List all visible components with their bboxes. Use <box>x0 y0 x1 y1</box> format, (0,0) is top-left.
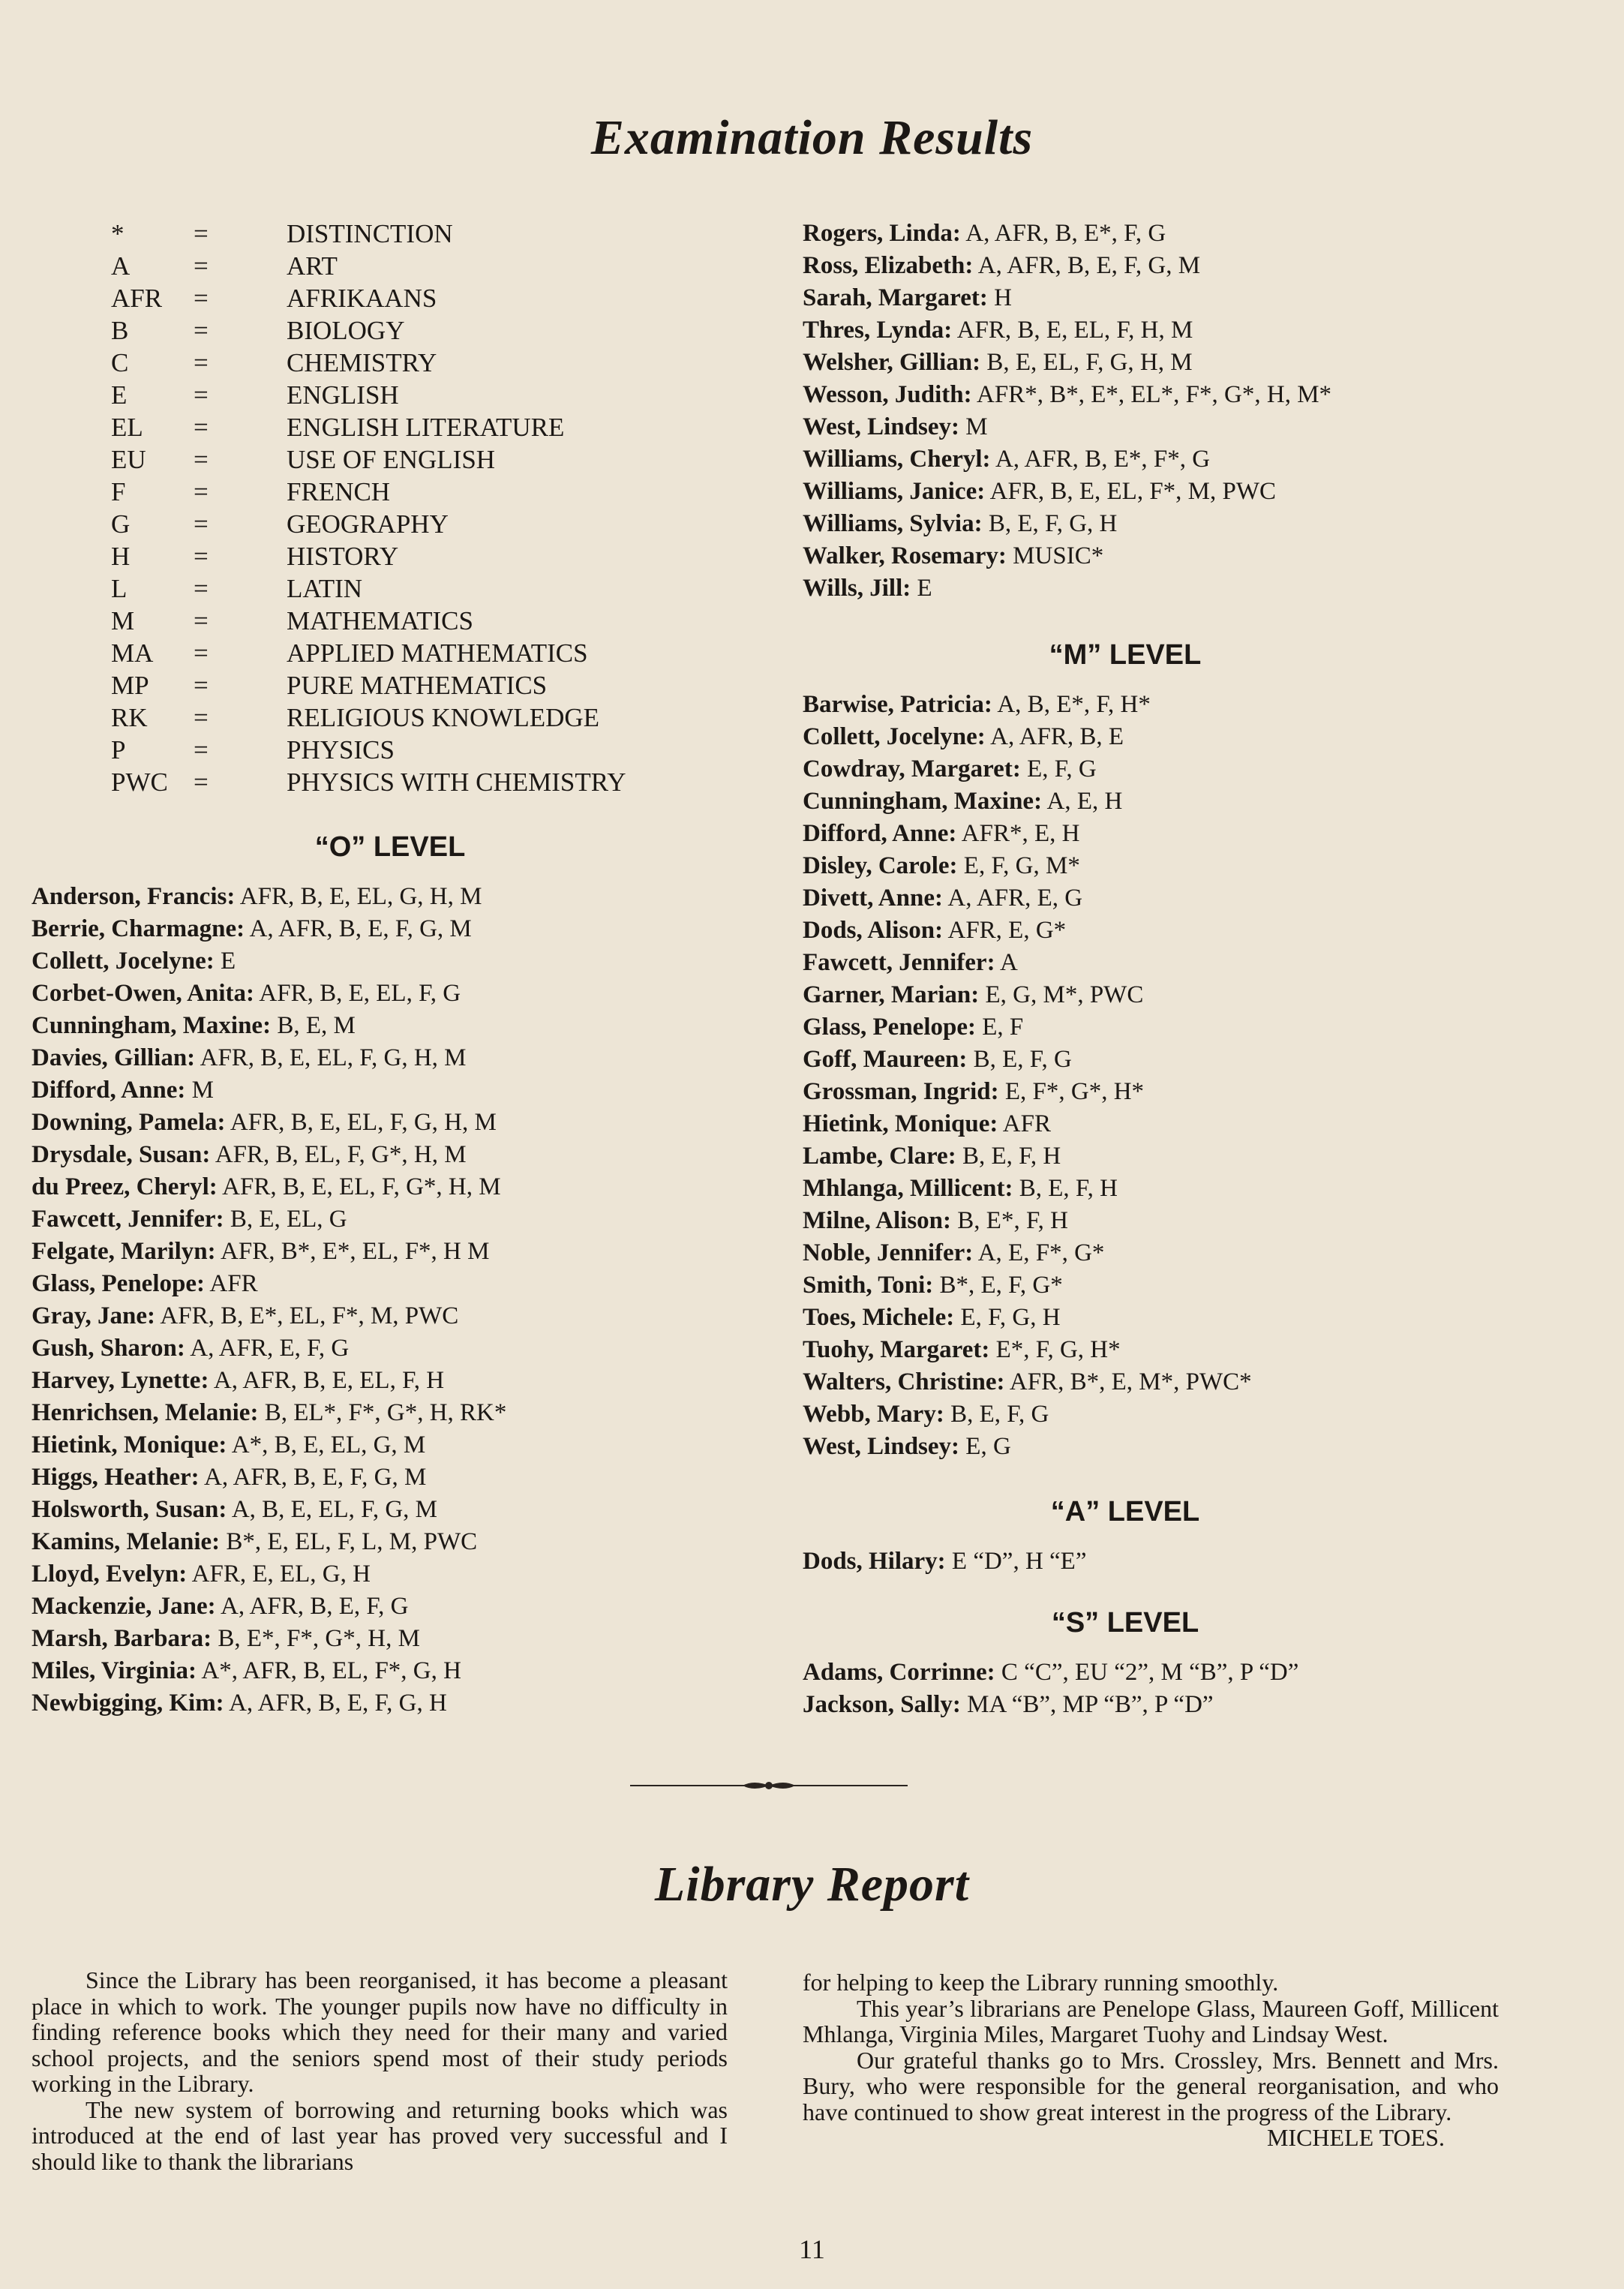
student-name: West, Lindsey: <box>803 1433 960 1460</box>
key-subject-name: ENGLISH <box>287 380 399 410</box>
key-abbreviation: * <box>111 219 125 248</box>
key-subject-name: AFRIKAANS <box>287 284 437 313</box>
result-line <box>32 1300 506 1332</box>
student-subjects: AFR*, E, H <box>956 820 1080 847</box>
student-name: Higgs, Heather: <box>32 1464 200 1491</box>
student-name: Welsher, Gillian: <box>803 349 981 376</box>
library-paragraph: The new system of borrowing and returning books which was introduced at the end of last year has proved very successful and I should like to thank the librarians <box>32 2095 728 2175</box>
library-title: Library Report <box>654 1857 970 1912</box>
student-name: Collett, Jocelyne: <box>803 723 986 750</box>
student-subjects: A, AFR, B, E <box>985 723 1124 750</box>
key-abbreviation: EL <box>111 413 143 442</box>
student-name: Walker, Rosemary: <box>803 542 1007 569</box>
student-name: Divett, Anne: <box>803 885 943 912</box>
exam-title: Examination Results <box>590 110 1034 165</box>
student-name: Drysdale, Susan: <box>32 1141 211 1168</box>
student-name: Hietink, Monique: <box>32 1431 227 1458</box>
student-subjects: E, F, G, M* <box>957 852 1080 879</box>
student-subjects: B, E, F, H <box>1013 1175 1118 1202</box>
key-equals: = <box>194 477 209 506</box>
result-line <box>32 1268 506 1300</box>
result-line <box>32 945 506 978</box>
student-subjects: MA “B”, MP “B”, P “D” <box>960 1691 1214 1718</box>
key-row <box>111 443 626 476</box>
key-equals: = <box>194 413 209 442</box>
o-level-results <box>32 881 506 1720</box>
key-row <box>111 314 626 347</box>
key-equals: = <box>194 445 209 474</box>
result-line <box>803 1302 1252 1334</box>
student-name: Williams, Janice: <box>803 478 986 505</box>
student-name: Davies, Gillian: <box>32 1044 196 1071</box>
student-name: Henrichsen, Melanie: <box>32 1399 259 1426</box>
result-line <box>32 1687 506 1720</box>
result-line <box>32 913 506 945</box>
student-subjects: E, F, G <box>1020 755 1097 783</box>
student-subjects: M <box>185 1077 214 1104</box>
key-subject-name: APPLIED MATHEMATICS <box>287 638 588 668</box>
result-line <box>32 1397 506 1429</box>
student-subjects: A <box>995 949 1018 976</box>
result-line <box>32 1171 506 1203</box>
a-level-results <box>803 1546 1087 1578</box>
student-name: Corbet-Owen, Anita: <box>32 980 254 1007</box>
student-name: Cunningham, Maxine: <box>803 788 1043 815</box>
key-subject-name: PHYSICS WITH CHEMISTRY <box>287 768 626 797</box>
result-line <box>803 1334 1252 1366</box>
student-name: Holsworth, Susan: <box>32 1496 227 1523</box>
student-subjects: E, G, M*, PWC <box>979 981 1144 1008</box>
result-line <box>803 1269 1252 1302</box>
key-subject-name: RELIGIOUS KNOWLEDGE <box>287 703 600 732</box>
library-paragraph: Since the Library has been reorganised, it has become a pleasant place in which to work. The younger pupils now have no difficulty in finding reference books which they need for their many and varied school projects, and the seniors spend most of their study periods working in the Library. <box>32 1966 728 2097</box>
student-name: Webb, Mary: <box>803 1401 944 1428</box>
result-line <box>32 1010 506 1042</box>
key-equals: = <box>194 348 209 377</box>
key-abbreviation: A <box>111 251 131 281</box>
student-name: Noble, Jennifer: <box>803 1239 974 1266</box>
result-line <box>803 1546 1087 1578</box>
key-equals: = <box>194 316 209 345</box>
result-line <box>803 1366 1252 1398</box>
result-line <box>803 1011 1252 1044</box>
result-line <box>32 1042 506 1074</box>
student-name: Mackenzie, Jane: <box>32 1593 216 1620</box>
key-abbreviation: M <box>111 606 135 635</box>
key-subject-name: ART <box>287 251 338 281</box>
student-name: Dods, Hilary: <box>803 1548 946 1575</box>
student-subjects: B*, E, EL, F, L, M, PWC <box>220 1528 478 1555</box>
student-subjects: B, E, M <box>271 1012 356 1039</box>
result-line <box>803 1237 1252 1269</box>
result-line <box>803 540 1331 572</box>
student-name: Garner, Marian: <box>803 981 980 1008</box>
student-name: du Preez, Cheryl: <box>32 1173 218 1200</box>
student-name: Felgate, Marilyn: <box>32 1238 216 1265</box>
student-subjects: B, E, F, G <box>944 1401 1049 1428</box>
student-name: Tuohy, Margaret: <box>803 1336 990 1363</box>
student-subjects: B, E*, F, H <box>951 1207 1068 1234</box>
student-name: Williams, Sylvia: <box>803 510 983 537</box>
result-line <box>32 1365 506 1397</box>
student-name: Wesson, Judith: <box>803 381 972 408</box>
student-subjects: B, E*, F*, G*, H, M <box>212 1625 420 1652</box>
student-subjects: A, AFR, B, E, F, G, M <box>973 252 1201 279</box>
student-name: Ross, Elizabeth: <box>803 252 974 279</box>
student-name: Hietink, Monique: <box>803 1110 998 1137</box>
student-subjects: A, AFR, B, E, F, G, M <box>199 1464 427 1491</box>
key-abbreviation: PWC <box>111 768 168 797</box>
student-subjects: AFR, B, E, EL, F, G, H, M <box>225 1109 497 1136</box>
key-abbreviation: L <box>111 574 128 603</box>
result-line <box>803 882 1252 915</box>
student-subjects: B, E, EL, G <box>224 1206 347 1233</box>
key-equals: = <box>194 671 209 700</box>
student-subjects: B, E, F, G <box>967 1046 1072 1073</box>
student-name: Lloyd, Evelyn: <box>32 1561 188 1588</box>
ornamental-divider <box>630 1778 908 1793</box>
student-name: Sarah, Margaret: <box>803 284 988 311</box>
student-name: Kamins, Melanie: <box>32 1528 221 1555</box>
key-abbreviation: G <box>111 509 131 539</box>
result-line <box>32 1558 506 1591</box>
key-row <box>111 476 626 508</box>
student-name: Fawcett, Jennifer: <box>32 1206 224 1233</box>
student-name: Marsh, Barbara: <box>32 1625 212 1652</box>
student-name: Jackson, Sally: <box>803 1691 961 1718</box>
result-line <box>803 508 1331 540</box>
student-name: Lambe, Clare: <box>803 1143 956 1170</box>
key-row <box>111 572 626 605</box>
result-line <box>32 1526 506 1558</box>
key-equals: = <box>194 703 209 732</box>
result-line <box>32 1591 506 1623</box>
key-abbreviation: P <box>111 735 126 765</box>
key-equals: = <box>194 542 209 571</box>
student-name: Wills, Jill: <box>803 575 911 602</box>
key-abbreviation: C <box>111 348 129 377</box>
student-subjects: AFR, B, E, EL, F, G <box>254 980 461 1007</box>
library-paragraph: This year’s librarians are Penelope Glass, Maureen Goff, Millicent Mhlanga, Virginia Miles, Margaret Tuohy and Lindsay West. <box>803 1994 1499 2047</box>
student-subjects: A*, B, E, EL, G, M <box>227 1431 426 1458</box>
result-line <box>32 1623 506 1655</box>
result-line <box>803 1205 1252 1237</box>
student-subjects: A, E, H <box>1042 788 1123 815</box>
student-subjects: E, F, G, H <box>954 1304 1061 1331</box>
result-line <box>803 1431 1252 1463</box>
result-line <box>803 947 1252 979</box>
student-name: Glass, Penelope: <box>32 1270 205 1297</box>
student-subjects: AFR, B, E*, EL, F*, M, PWC <box>155 1302 459 1329</box>
result-line <box>803 1044 1252 1076</box>
key-subject-name: USE OF ENGLISH <box>287 445 496 474</box>
student-subjects: AFR, B, E, EL, F*, M, PWC <box>985 478 1277 505</box>
student-name: Smith, Toni: <box>803 1272 934 1299</box>
student-subjects: A*, AFR, B, EL, F*, G, H <box>196 1657 461 1684</box>
student-subjects: B*, E, F, G* <box>933 1272 1063 1299</box>
result-line <box>32 1139 506 1171</box>
student-subjects: AFR, B, E, EL, F, H, M <box>952 317 1193 344</box>
o-level-results-continued <box>803 218 1331 605</box>
student-name: Harvey, Lynette: <box>32 1367 209 1394</box>
student-subjects: A, AFR, B, E, F, G, M <box>245 915 472 942</box>
result-line <box>803 786 1252 818</box>
student-subjects: A, AFR, E, G <box>942 885 1083 912</box>
key-row <box>111 379 626 411</box>
key-subject-name: GEOGRAPHY <box>287 509 449 539</box>
result-line <box>803 347 1331 379</box>
s-level-heading: “S” LEVEL <box>1051 1607 1199 1639</box>
student-name: Collett, Jocelyne: <box>32 948 215 975</box>
key-subject-name: LATIN <box>287 574 363 603</box>
key-subject-name: MATHEMATICS <box>287 606 473 635</box>
student-name: Rogers, Linda: <box>803 220 961 247</box>
student-name: Goff, Maureen: <box>803 1046 968 1073</box>
result-line <box>803 572 1331 605</box>
key-row <box>111 250 626 282</box>
student-subjects: E “D”, H “E” <box>945 1548 1087 1575</box>
student-subjects: A, AFR, B, E, EL, F, H <box>209 1367 445 1394</box>
a-level-heading: “A” LEVEL <box>1050 1496 1200 1528</box>
key-abbreviation: F <box>111 477 126 506</box>
result-line <box>32 1461 506 1494</box>
result-line <box>803 1173 1252 1205</box>
student-subjects: H <box>987 284 1012 311</box>
result-line <box>32 1494 506 1526</box>
result-line <box>803 689 1252 721</box>
student-name: Berrie, Charmagne: <box>32 915 245 942</box>
student-name: Mhlanga, Millicent: <box>803 1175 1013 1202</box>
student-name: Walters, Christine: <box>803 1368 1005 1395</box>
result-line <box>32 978 506 1010</box>
student-subjects: AFR, B, E, EL, F, G, H, M <box>195 1044 467 1071</box>
key-subject-name: CHEMISTRY <box>287 348 437 377</box>
key-abbreviation: MP <box>111 671 149 700</box>
student-name: Williams, Cheryl: <box>803 446 991 473</box>
key-abbreviation: B <box>111 316 129 345</box>
student-name: Milne, Alison: <box>803 1207 952 1234</box>
key-subject-name: ENGLISH LITERATURE <box>287 413 565 442</box>
key-row <box>111 701 626 734</box>
student-subjects: E <box>214 948 236 975</box>
result-line <box>803 1076 1252 1108</box>
result-line <box>803 411 1331 443</box>
key-row <box>111 282 626 314</box>
key-equals: = <box>194 219 209 248</box>
result-line <box>803 443 1331 476</box>
student-name: Anderson, Francis: <box>32 883 236 910</box>
key-abbreviation: AFR <box>111 284 163 313</box>
key-abbreviation: EU <box>111 445 146 474</box>
result-line <box>803 476 1331 508</box>
student-subjects: A, AFR, B, E, F, G, H <box>224 1690 447 1717</box>
library-right-column <box>803 1969 1499 2151</box>
student-subjects: AFR*, B*, E*, EL*, F*, G*, H, M* <box>971 381 1332 408</box>
student-name: Disley, Carole: <box>803 852 958 879</box>
student-name: Difford, Anne: <box>32 1077 186 1104</box>
result-line <box>803 915 1252 947</box>
student-subjects: AFR, B, EL, F, G*, H, M <box>210 1141 467 1168</box>
student-subjects: AFR <box>998 1110 1051 1137</box>
key-equals: = <box>194 638 209 668</box>
student-subjects: C “C”, EU “2”, M “B”, P “D” <box>995 1659 1299 1686</box>
student-name: Dods, Alison: <box>803 917 944 944</box>
result-line <box>803 1108 1252 1140</box>
key-row <box>111 508 626 540</box>
student-subjects: A, AFR, B, E*, F, G <box>960 220 1166 247</box>
result-line <box>32 1332 506 1365</box>
result-line <box>803 379 1331 411</box>
student-name: Fawcett, Jennifer: <box>803 949 995 976</box>
key-equals: = <box>194 574 209 603</box>
key-subject-name: FRENCH <box>287 477 391 506</box>
result-line <box>32 881 506 913</box>
student-name: Toes, Michele: <box>803 1304 955 1331</box>
student-subjects: A, E, F*, G* <box>973 1239 1105 1266</box>
result-line <box>803 250 1331 282</box>
result-line <box>803 979 1252 1011</box>
student-subjects: AFR, E, EL, G, H <box>187 1561 371 1588</box>
student-name: West, Lindsey: <box>803 413 960 440</box>
key-abbreviation: MA <box>111 638 154 668</box>
key-row <box>111 540 626 572</box>
key-subject-name: BIOLOGY <box>287 316 405 345</box>
o-level-heading: “O” LEVEL <box>314 831 466 863</box>
result-line <box>803 1140 1252 1173</box>
student-subjects: A, B, E*, F, H* <box>992 691 1151 718</box>
key-abbreviation: RK <box>111 703 148 732</box>
result-line <box>803 850 1252 882</box>
student-subjects: AFR <box>204 1270 258 1297</box>
student-subjects: B, E, F, G, H <box>982 510 1118 537</box>
result-line <box>32 1429 506 1461</box>
student-subjects: E, G <box>959 1433 1011 1460</box>
library-signature: MICHELE TOES. <box>1266 2124 1445 2151</box>
student-subjects: AFR, B, E, EL, F, G*, H, M <box>217 1173 501 1200</box>
key-abbreviation: H <box>111 542 131 571</box>
key-equals: = <box>194 509 209 539</box>
key-equals: = <box>194 768 209 797</box>
student-subjects: M <box>959 413 988 440</box>
student-subjects: B, E, EL, F, G, H, M <box>980 349 1193 376</box>
key-row <box>111 218 626 250</box>
m-level-heading: “M” LEVEL <box>1049 639 1202 671</box>
student-subjects: A, AFR, B, E, F, G <box>215 1593 409 1620</box>
student-subjects: E, F <box>975 1014 1024 1041</box>
key-row <box>111 669 626 701</box>
student-name: Difford, Anne: <box>803 820 957 847</box>
result-line <box>32 1074 506 1107</box>
student-subjects: E*, F, G, H* <box>989 1336 1121 1363</box>
result-line <box>32 1655 506 1687</box>
student-name: Downing, Pamela: <box>32 1109 226 1136</box>
key-row <box>111 605 626 637</box>
library-paragraph: for helping to keep the Library running smoothly. <box>803 1969 1279 1996</box>
key-row <box>111 347 626 379</box>
result-line <box>32 1203 506 1236</box>
key-row <box>111 411 626 443</box>
student-subjects: MUSIC* <box>1006 542 1104 569</box>
student-name: Grossman, Ingrid: <box>803 1078 999 1105</box>
student-name: Miles, Virginia: <box>32 1657 197 1684</box>
result-line <box>32 1236 506 1268</box>
student-name: Adams, Corrinne: <box>803 1659 995 1686</box>
key-subject-name: PHYSICS <box>287 735 395 765</box>
m-level-results <box>803 689 1252 1463</box>
subject-key-table <box>111 218 626 798</box>
key-equals: = <box>194 380 209 410</box>
page-number: 11 <box>799 2234 825 2264</box>
key-equals: = <box>194 284 209 313</box>
key-subject-name: HISTORY <box>287 542 399 571</box>
student-subjects: E <box>911 575 932 602</box>
result-line <box>803 1689 1298 1721</box>
result-line <box>803 721 1252 753</box>
key-equals: = <box>194 606 209 635</box>
key-abbreviation: E <box>111 380 128 410</box>
student-subjects: A, B, E, EL, F, G, M <box>227 1496 438 1523</box>
result-line <box>803 314 1331 347</box>
result-line <box>803 218 1331 250</box>
result-line <box>803 1398 1252 1431</box>
student-name: Glass, Penelope: <box>803 1014 976 1041</box>
key-row <box>111 766 626 798</box>
key-subject-name: PURE MATHEMATICS <box>287 671 548 700</box>
result-line <box>803 753 1252 786</box>
library-left-column <box>32 1967 728 2174</box>
student-subjects: AFR, B, E, EL, G, H, M <box>235 883 482 910</box>
student-name: Gush, Sharon: <box>32 1335 185 1362</box>
key-row <box>111 734 626 766</box>
student-subjects: AFR, E, G* <box>943 917 1067 944</box>
student-name: Thres, Lynda: <box>803 317 953 344</box>
student-name: Cowdray, Margaret: <box>803 755 1021 783</box>
result-line <box>32 1107 506 1139</box>
student-subjects: AFR, B*, E, M*, PWC* <box>1004 1368 1252 1395</box>
student-subjects: B, E, F, H <box>956 1143 1061 1170</box>
student-subjects: AFR, B*, E*, EL, F*, H M <box>215 1238 490 1265</box>
s-level-results <box>803 1657 1298 1721</box>
result-line <box>803 1657 1298 1689</box>
student-subjects: A, AFR, E, F, G <box>185 1335 350 1362</box>
student-name: Cunningham, Maxine: <box>32 1012 272 1039</box>
key-subject-name: DISTINCTION <box>287 219 453 248</box>
student-name: Gray, Jane: <box>32 1302 155 1329</box>
key-equals: = <box>194 251 209 281</box>
key-row <box>111 637 626 669</box>
student-name: Newbigging, Kim: <box>32 1690 224 1717</box>
library-paragraph: Our grateful thanks go to Mrs. Crossley, Mrs. Bennett and Mrs. Bury, who were responsible for the general reorganisation, and who have continued to show great interest in the progress of the Library. <box>803 2046 1499 2125</box>
result-line <box>803 818 1252 850</box>
key-equals: = <box>194 735 209 765</box>
result-line <box>803 282 1331 314</box>
student-subjects: A, AFR, B, E*, F*, G <box>990 446 1211 473</box>
student-subjects: E, F*, G*, H* <box>998 1078 1145 1105</box>
student-subjects: B, EL*, F*, G*, H, RK* <box>258 1399 507 1426</box>
student-name: Barwise, Patricia: <box>803 691 992 718</box>
